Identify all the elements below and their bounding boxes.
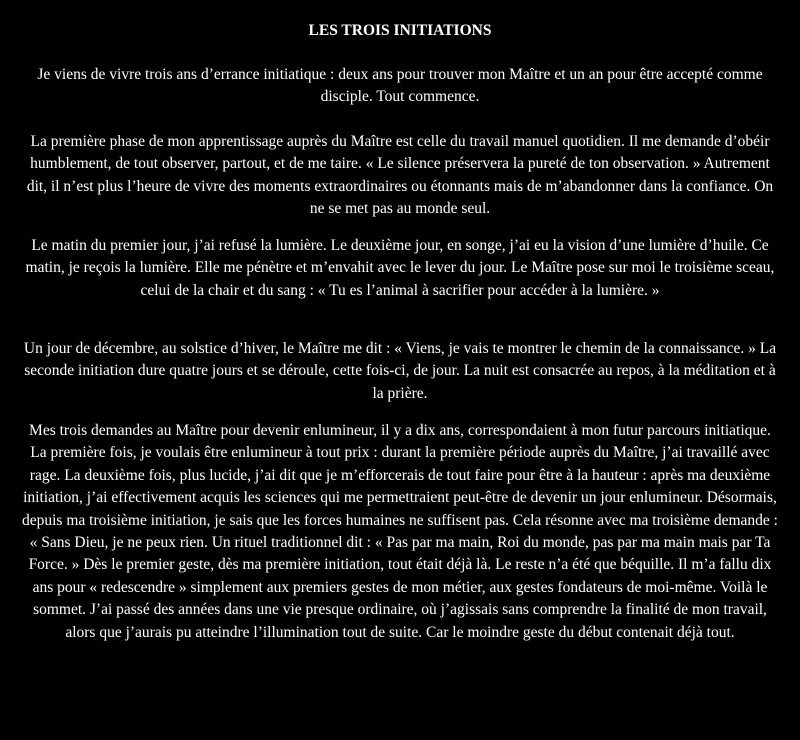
paragraph-5: Mes trois demandes au Maître pour devenir enlumineur, il y a dix ans, correspondaient à mon futur parcours initiatique. La première fois, je voulais être enlumineur à tout prix : durant la première période auprès du Maître, j’ai travaillé avec rage. La deuxième fois, plus lucide, j’ai dit que je m’efforcerais de tout faire pour être à la hauteur : après ma deuxième initiation, j’ai effectivement acquis les sciences qui me permettraient peut-être de devenir un jour enlumineur. Désormais, depuis ma troisième initiation, je sais que les forces humaines ne suffisent pas. Cela résonne avec ma troisième demande : « Sans Dieu, je ne peux rien. Un rituel traditionnel dit : « Pas par ma main, Roi du monde, pas par ma main mais par Ta Force. » Dès le premier geste, dès ma première initiation, tout était déjà là. Le reste n’a été que béquille. Il m’a fallu dix ans pour « redescendre » simplement aux premiers gestes de mon métier, aux gestes fondateurs de moi-même. Voilà le sommet. J’ai passé des années dans une vie presque ordinaire, où j’agissais sans comprendre la finalité de mon travail, alors que j’aurais pu atteindre l’illumination tout de suite. Car le moindre geste du début contenait déjà tout.: [22, 422, 778, 641]
paragraph-4: Un jour de décembre, au solstice d’hiver, le Maître me dit : « Viens, je vais te montrer le chemin de la connaissance. » La seconde initiation dure quatre jours et se déroule, cette fois-ci, de jour. La nuit est consacrée au repos, à la méditation et à la prière.: [23, 340, 777, 402]
document-title: LES TROIS INITIATIONS: [308, 22, 492, 39]
paragraph-1: Je viens de vivre trois ans d’errance initiatique : deux ans pour trouver mon Maître et un an pour être accepté comme disciple. Tout commence.: [37, 66, 763, 106]
paragraph-3: Le matin du premier jour, j’ai refusé la lumière. Le deuxième jour, en songe, j’ai eu la vision d’une lumière d’huile. Ce matin, je reçois la lumière. Elle me pénètre et m’envahit avec le lever du jour. Le Maître pose sur moi le troisième sceau, celui de la chair et du sang : « Tu es l’animal à sacrifier pour accéder à la lumière. »: [25, 237, 775, 299]
paragraph-2: La première phase de mon apprentissage auprès du Maître est celle du travail manuel quotidien. Il me demande d’obéir humblement, de tout observer, partout, et de me taire. « Le silence préservera la pureté de ton observation. » Autrement dit, il n’est plus l’heure de vivre des moments extraordinaires ou étonnants mais de m’abandonner dans la confiance. On ne se met pas au monde seul.: [26, 133, 774, 218]
